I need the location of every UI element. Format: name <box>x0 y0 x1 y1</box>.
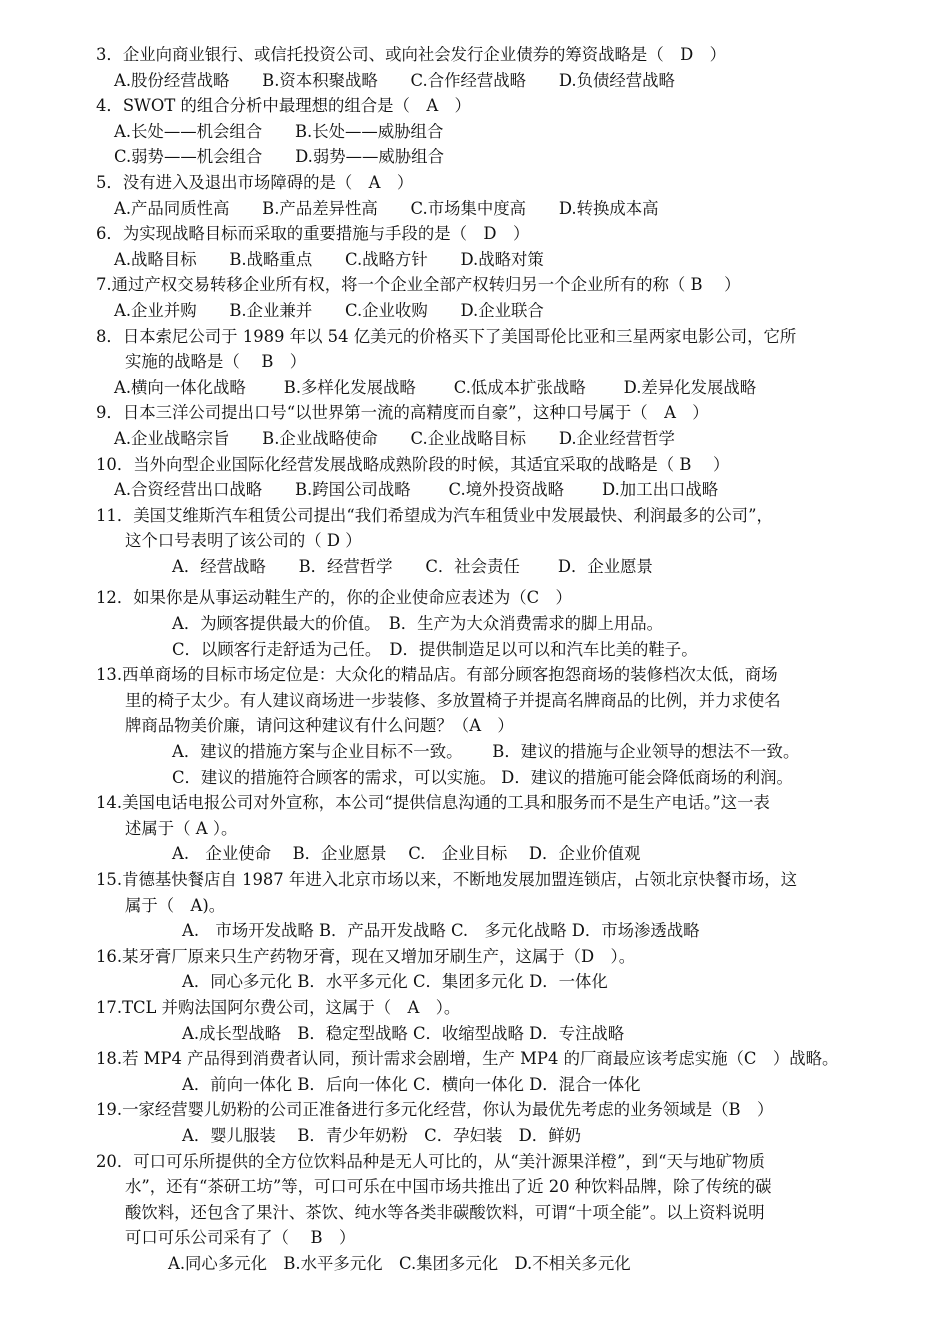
question-text: 15.肯德基快餐店自 1987 年进入北京市场以来，不断地发展加盟连锁店，占领北京快餐市场，这 <box>96 870 798 889</box>
question-text: 8．日本索尼公司于 1989 年以 54 亿美元的价格买下了美国哥伦比亚和三星两家电影公司，它所 <box>96 326 797 346</box>
question-text: 7.通过产权交易转移企业所有权，将一个企业全部产权转归另一个企业所有的称（ B ） <box>96 275 741 295</box>
question-text: 9．日本三洋公司提出口号“以世界第一流的高精度而自豪”，这种口号属于（ A ） <box>96 403 709 423</box>
question-block <box>0 93 950 170</box>
answer-options: A.长处——机会组合 B.长处——威胁组合 <box>114 121 444 141</box>
question-text: 10．当外向型企业国际化经营发展战略成熟阶段的时候，其适宜采取的战略是（ B ） <box>96 454 730 474</box>
answer-options: A.企业并购 B.企业兼并 C.企业收购 D.企业联合 <box>114 300 544 320</box>
question-text: 3．企业向商业银行、或信托投资公司、或向社会发行企业债券的筹资战略是（ D ） <box>96 45 727 64</box>
answer-options: A.战略目标 B.战略重点 C.战略方针 D.战略对策 <box>114 249 544 269</box>
answer-options: A. 企业使命 B．企业愿景 C. 企业目标 D．企业价值观 <box>172 844 641 864</box>
question-block <box>0 452 950 503</box>
question-text-continued: 述属于（ A ）。 <box>125 818 238 838</box>
question-text: 17.TCL 并购法国阿尔费公司，这属于（ A ）。 <box>96 997 461 1017</box>
answer-options: A.合资经营出口战略 B.跨国公司战略 C.境外投资战略 D.加工出口战略 <box>114 480 719 500</box>
question-text-continued: 实施的战略是（ B ） <box>125 352 307 372</box>
answer-options: A．建议的措施方案与企业目标不一致。 B．建议的措施与企业领导的想法不一致。 <box>172 742 800 762</box>
question-block <box>0 503 950 580</box>
question-text: 16.某牙膏厂原来只生产药物牙膏，现在又增加牙刷生产，这属于（D ）。 <box>96 946 636 966</box>
question-block <box>0 272 950 323</box>
answer-options: A．同心多元化 B．水平多元化 C．集团多元化 D．一体化 <box>182 972 608 992</box>
question-text: 18.若 MP4 产品得到消费者认同，预计需求会剧增，生产 MP4 的厂商最应该考虑实施（C ）战略。 <box>96 1049 839 1069</box>
question-block <box>0 221 950 272</box>
question-text: 20．可口可乐所提供的全方位饮料品种是无人可比的，从“美汁源果洋橙”，到“天与地矿物质 <box>96 1151 765 1171</box>
question-block <box>0 867 950 944</box>
question-text: 5．没有进入及退出市场障碍的是（ A ） <box>96 172 414 192</box>
question-text: 14.美国电话电报公司对外宣称，本公司“提供信息沟通的工具和服务而不是生产电话。”这一表 <box>96 793 770 813</box>
question-text: 6．为实现战略目标而采取的重要措施与手段的是（ D ） <box>96 224 530 244</box>
question-block <box>0 944 950 995</box>
question-text-continued: 水”，还有“茶研工坊”等，可口可乐在中国市场共推出了近 20 种饮料品牌，除了传统的碳 <box>125 1177 772 1197</box>
answer-options: A.企业战略宗旨 B.企业战略使命 C.企业战略目标 D.企业经营哲学 <box>114 428 675 448</box>
answer-options: C.弱势——机会组合 D.弱势——威胁组合 <box>114 147 444 167</box>
question-text: 19.一家经营婴儿奶粉的公司正准备进行多元化经营，你认为最优先考虑的业务领域是（B ） <box>96 1100 774 1120</box>
answer-options: A．为顾客提供最大的价值。 B．生产为大众消费需求的脚上用品。 <box>172 614 664 634</box>
question-block <box>0 790 950 867</box>
question-text: 13.西单商场的目标市场定位是：大众化的精品店。有部分顾客抱怨商场的装修档次太低，商场 <box>96 665 778 685</box>
question-text-continued: 这个口号表明了该公司的（ D ） <box>125 531 362 551</box>
question-text-continued: 牌商品物美价廉，请问这种建议有什么问题？（A ） <box>125 716 514 736</box>
question-block <box>0 400 950 451</box>
answer-options: A．前向一体化 B．后向一体化 C．横向一体化 D．混合一体化 <box>182 1074 641 1094</box>
answer-options: A.横向一体化战略 B.多样化发展战略 C.低成本扩张战略 D.差异化发展战略 <box>114 377 757 397</box>
question-block <box>0 324 950 401</box>
question-text-continued: 里的椅子太少。有人建议商场进一步装修、多放置椅子并提高名牌商品的比例，并力求使名 <box>125 690 781 710</box>
answer-options: C．以顾客行走舒适为己任。 D．提供制造足以可以和汽车比美的鞋子。 <box>172 639 698 659</box>
answer-options: A．经营战略 B．经营哲学 C．社会责任 D．企业愿景 <box>172 556 653 576</box>
question-text-continued: 可口可乐公司采有了（ B ） <box>125 1228 356 1248</box>
question-block <box>0 42 950 93</box>
answer-options: A. 市场开发战略 B．产品开发战略 C. 多元化战略 D．市场渗透战略 <box>182 921 700 941</box>
question-text: 11．美国艾维斯汽车租赁公司提出“我们希望成为汽车租赁业中发展最快、利润最多的公司”， <box>96 505 773 525</box>
question-block <box>0 170 950 221</box>
question-block <box>0 1046 950 1097</box>
question-text: 12．如果你是从事运动鞋生产的，你的企业使命应表述为（C ） <box>96 588 572 608</box>
question-list <box>0 42 950 1277</box>
answer-options: A.产品同质性高 B.产品差异性高 C.市场集中度高 D.转换成本高 <box>114 198 659 218</box>
question-block <box>0 1149 950 1277</box>
answer-options: A.成长型战略 B．稳定型战略 C．收缩型战略 D．专注战略 <box>182 1023 625 1043</box>
question-text: 4．SWOT 的组合分析中最理想的组合是（ A ） <box>96 96 471 116</box>
question-block <box>0 585 950 662</box>
question-block <box>0 1097 950 1148</box>
answer-options: A.股份经营战略 B.资本积聚战略 C.合作经营战略 D.负债经营战略 <box>114 70 675 90</box>
question-text-continued: 属于（ A)。 <box>125 895 226 915</box>
question-block <box>0 662 950 790</box>
answer-options: A.同心多元化 B.水平多元化 C.集团多元化 D.不相关多元化 <box>168 1253 631 1273</box>
question-block <box>0 995 950 1046</box>
question-text-continued: 酸饮料，还包含了果汁、茶饮、纯水等各类非碳酸饮料，可谓“十项全能”。以上资料说明 <box>125 1202 765 1222</box>
answer-options: A．婴儿服装 B．青少年奶粉 C．孕妇装 D．鲜奶 <box>182 1125 581 1145</box>
answer-options: C．建议的措施符合顾客的需求，可以实施。 D．建议的措施可能会降低商场的利润。 <box>172 767 793 787</box>
